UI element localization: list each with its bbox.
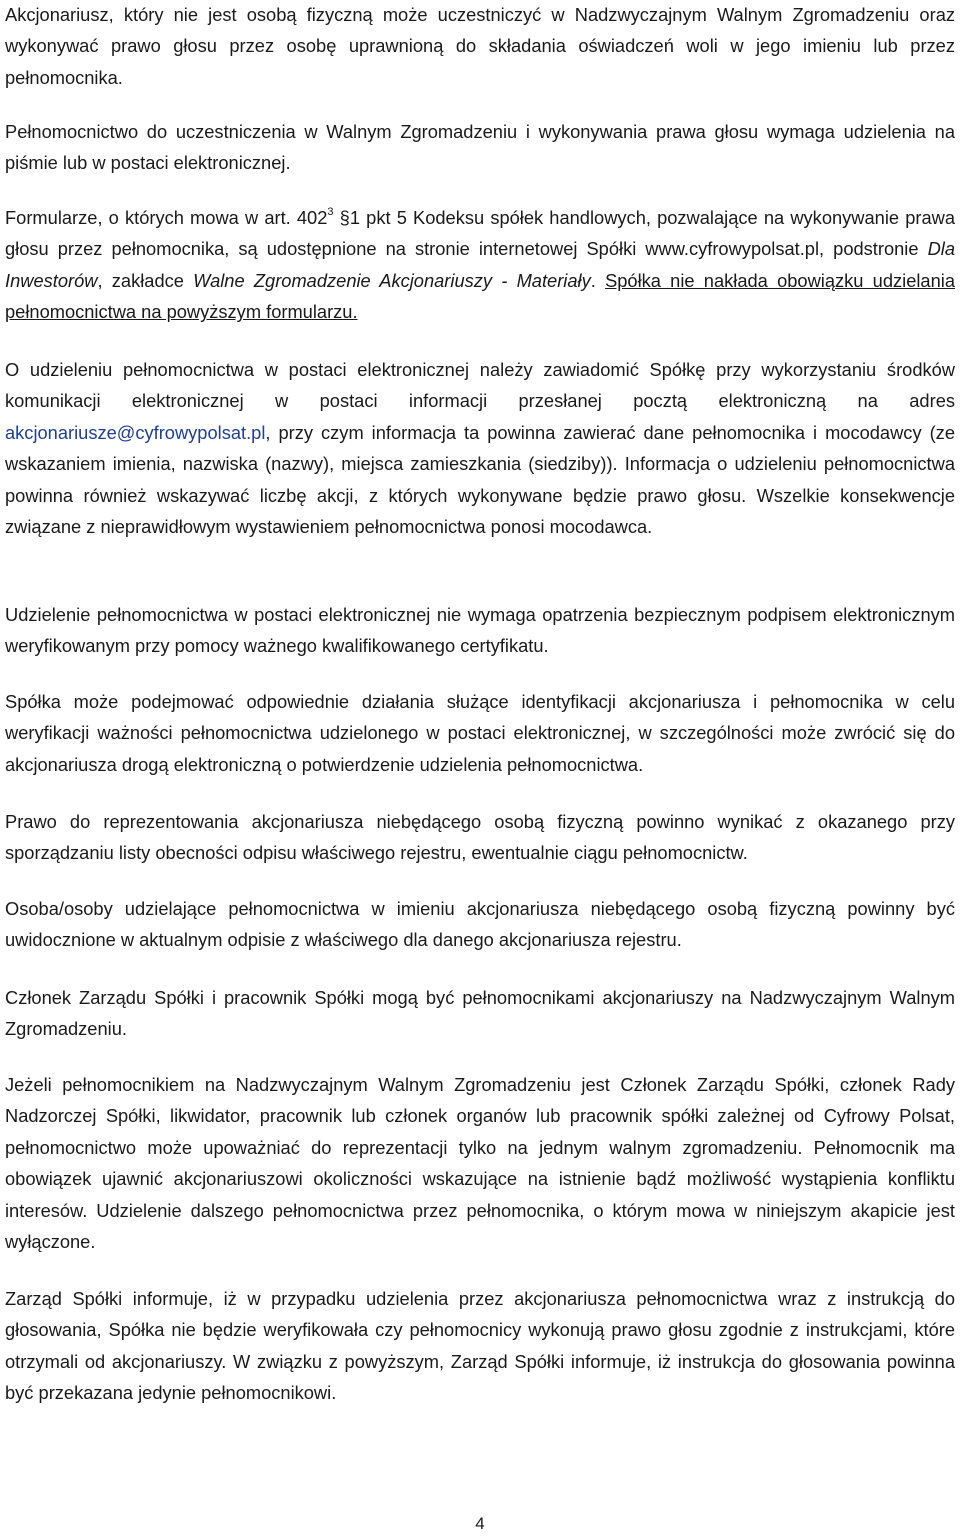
paragraph-proxy-forms: Formularze, o których mowa w art. $402^3$ §1 pkt 5 Kodeksu spółek handlowych, pozwalające na wykonywanie prawa głosu przez pełnomocnika, są udostępnione na stronie internetowej Spółki www.cyfrowypolsat.pl, podstronie Dla Inwestorów, zakładce Walne Zgromadzenie Akcjonariuszy - Materiały. Spółka nie nakłada obowiązku udzielania pełnomocnictwa na powyższym formularzu. xyxy=(5,206,955,323)
subpage-name: Dla Inwestorów xyxy=(5,238,955,291)
paragraph-voting-instructions: Zarząd Spółki informuje, iż w przypadku udzielenia przez akcjonariusza pełnomocnictwa wraz z instrukcją do głosowania, Spółka nie będzie weryfikowała czy pełnomocnicy wykonują prawo głosu zgodnie z instrukcjami, które otrzymali od akcjonariuszy. W związku z powyższym, Zarząd Spółki informuje, iż instrukcja do głosowania powinna być przekazana jedynie pełnomocnikowi. xyxy=(5,1288,955,1404)
paragraph-proxy-grantors: Osoba/osoby udzielające pełnomocnictwa w imieniu akcjonariusza niebędącego osobą fizyczną powinny być uwidocznione w aktualnym odpisie z właściwego dla danego akcjonariusza rejestru. xyxy=(5,898,955,951)
underlined-notice: Spółka nie nakłada obowiązku udzielania pełnomocnictwa na powyższym formularzu. xyxy=(5,269,955,323)
superscript-3: 3 xyxy=(327,206,334,218)
paragraph-representation-right: Prawo do reprezentowania akcjonariusza niebędącego osobą fizyczną powinno wynikać z okazanego przy sporządzaniu listy obecności odpisu właściwego rejestru, ewentualnie ciągu pełnomocnictw. xyxy=(5,811,955,864)
tab-name: Walne Zgromadzenie Akcjonariuszy - Materiały xyxy=(193,269,591,291)
paragraph-conflict-of-interest: Jeżeli pełnomocnikiem na Nadzwyczajnym Walnym Zgromadzeniu jest Członek Zarządu Spółki, członek Rady Nadzorczej Spółki, likwidator, pracownik lub członek organów lub pracownik spółki zależnej od Cyfrowy Polsat, pełnomocnictwo może upoważniać do reprezentacji tylko na jednym walnym zgromadzeniu. Pełnomocnik ma obowiązek ujawnić akcjonariuszowi okoliczności wskazujące na istnienie bądź możliwość wystąpienia konfliktu interesów. Udzielenie dalszego pełnomocnictwa przez pełnomocnika, o którym mowa w niniejszym akapicie jest wyłączone. xyxy=(5,1074,955,1253)
paragraph-proxy-form-requirement: Pełnomocnictwo do uczestniczenia w Walnym Zgromadzeniu i wykonywania prawa głosu wymaga udzielenia na piśmie lub w postaci elektronicznej. xyxy=(5,121,955,174)
paragraph-electronic-notification: O udzieleniu pełnomocnictwa w postaci elektronicznej należy zawiadomić Spółkę przy wykorzystaniu środków komunikacji elektronicznej w postaci informacji przesłanej pocztą elektroniczną na adres akcjonariusze@cyfrowypolsat.pl, przy czym informacja ta powinna zawierać dane pełnomocnika i mocodawcy (ze wskazaniem imienia, nazwiska (nazwy), miejsca zamieszkania (siedziby)). Informacja o udzieleniu pełnomocnictwa powinna również wskazywać liczbę akcji, z których wykonywane będzie prawo głosu. Wszelkie konsekwencje związane z nieprawidłowym wystawieniem pełnomocnictwa ponosi mocodawca. xyxy=(5,359,955,538)
paragraph-non-natural-person: Akcjonariusz, który nie jest osobą fizyczną może uczestniczyć w Nadzwyczajnym Walnym Zgromadzeniu oraz wykonywać prawo głosu przez osobę uprawnioną do składania oświadczeń woli w jego imieniu lub przez pełnomocnika. xyxy=(5,4,955,88)
email-link[interactable]: akcjonariusze@cyfrowypolsat.pl xyxy=(5,421,266,443)
page-number: 4 xyxy=(475,1514,485,1533)
paragraph-verification: Spółka może podejmować odpowiednie działania służące identyfikacji akcjonariusza i pełnomocnika w celu weryfikacji ważności pełnomocnictwa udzielonego w postaci elektronicznej, w szczególności może zwrócić się do akcjonariusza drogą elektroniczną o potwierdzenie udzielenia pełnomocnictwa. xyxy=(5,691,955,775)
paragraph-board-member-proxy: Członek Zarządu Spółki i pracownik Spółki mogą być pełnomocnikami akcjonariuszy na Nadzwyczajnym Walnym Zgromadzeniu. xyxy=(5,987,955,1040)
paragraph-no-qualified-signature: Udzielenie pełnomocnictwa w postaci elektronicznej nie wymaga opatrzenia bezpiecznym podpisem elektronicznym weryfikowanym przy pomocy ważnego kwalifikowanego certyfikatu. xyxy=(5,604,955,657)
